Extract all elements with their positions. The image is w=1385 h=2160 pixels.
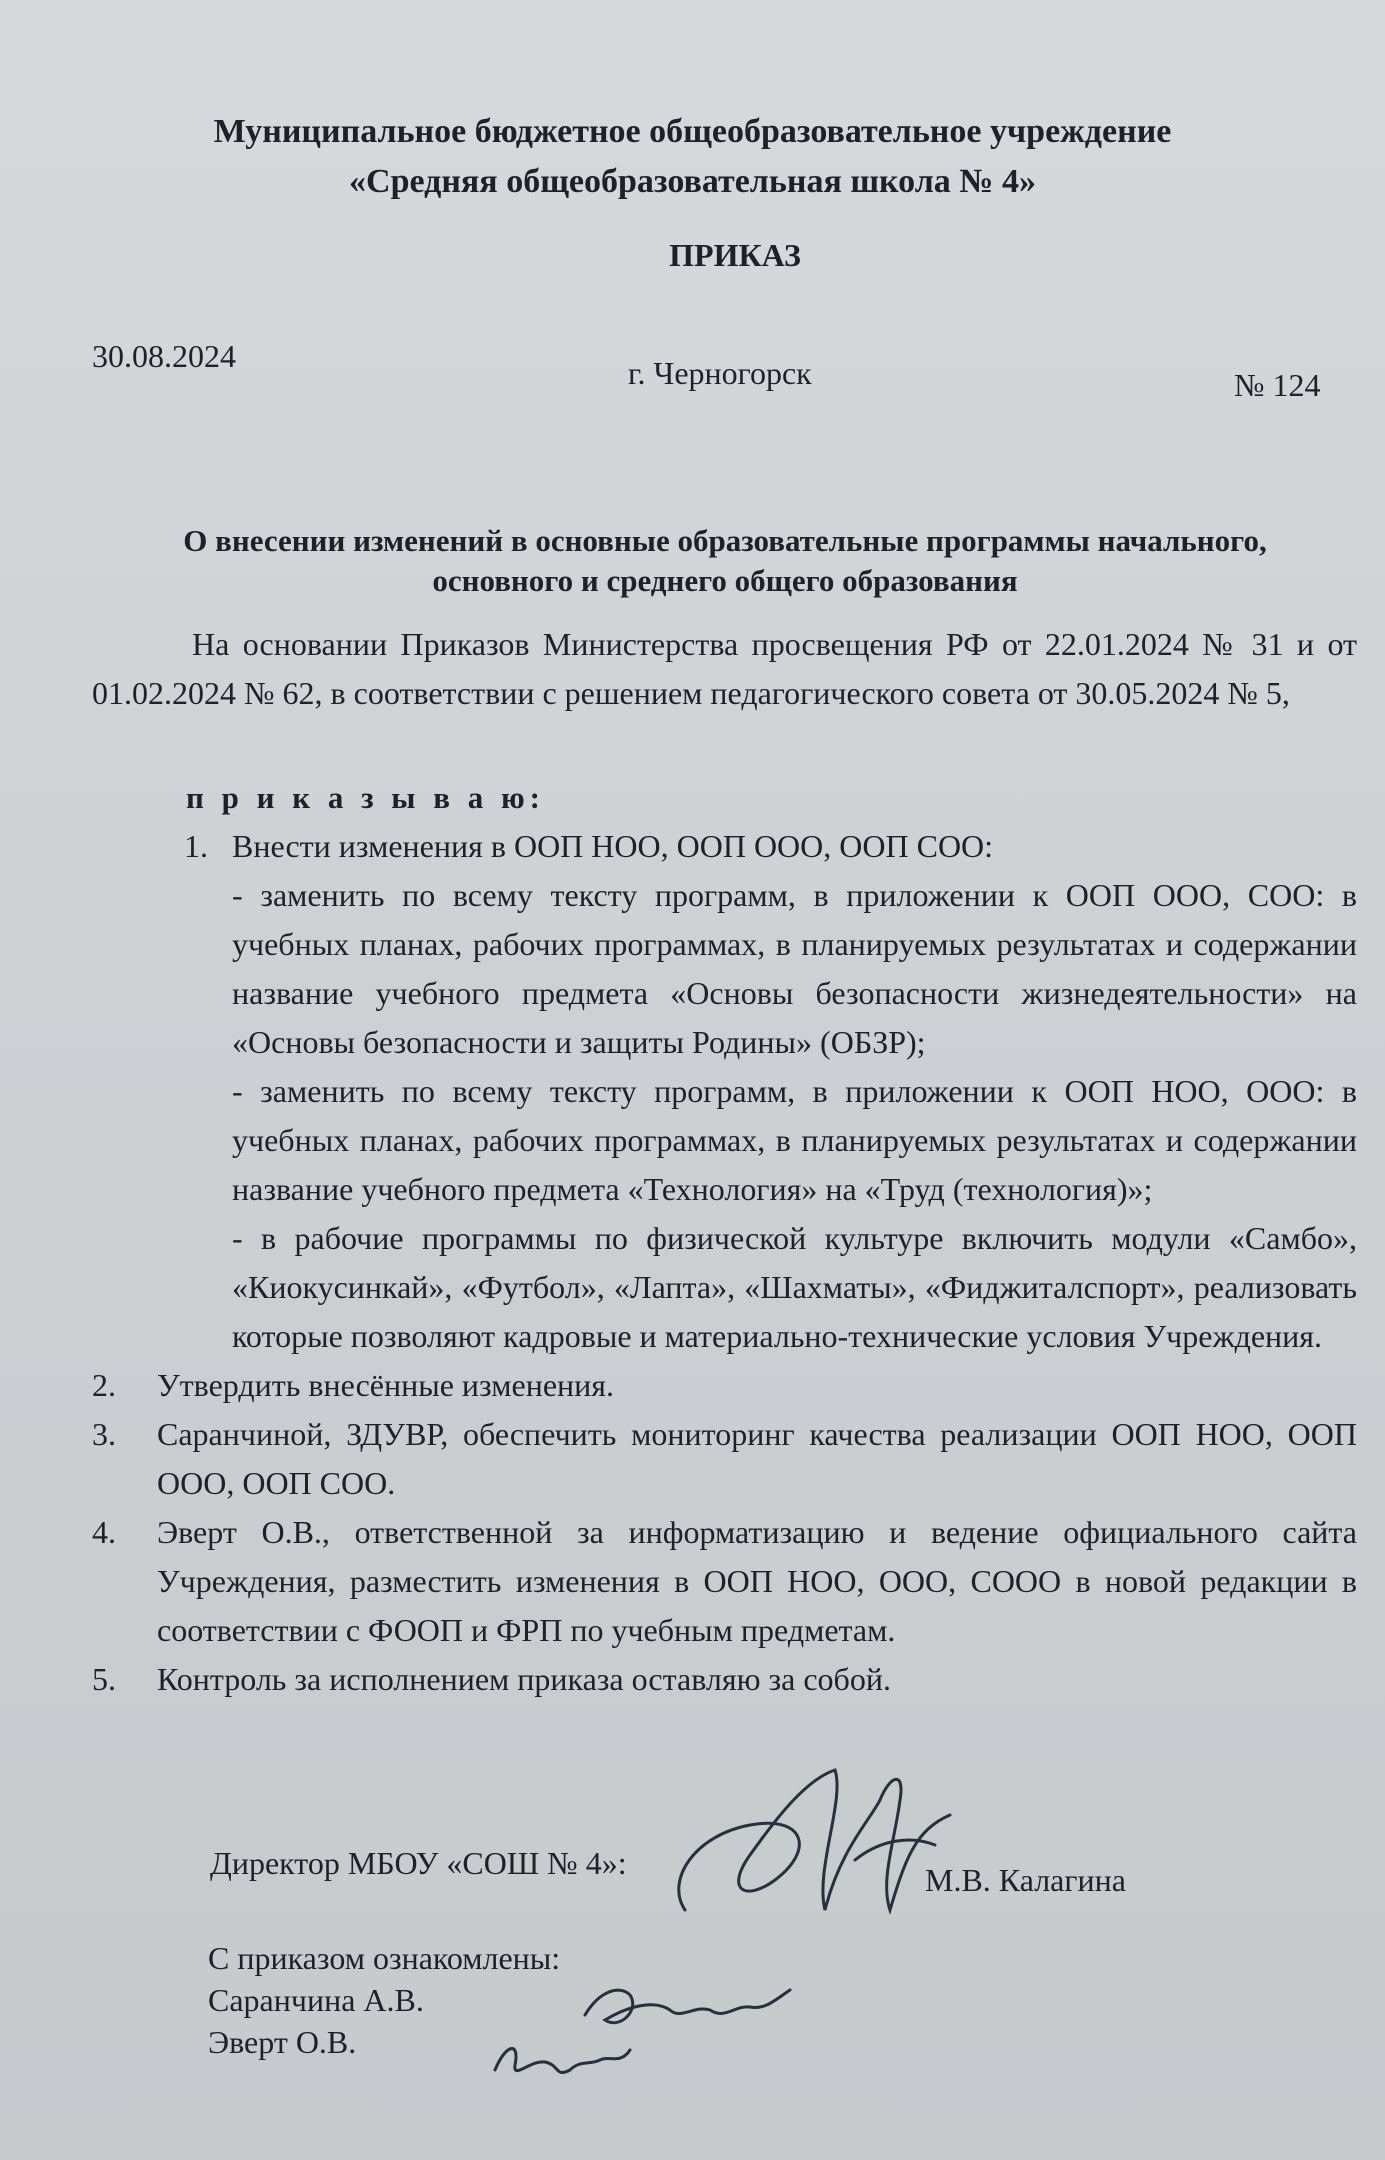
institution-name-line2: «Средняя общеобразовательная школа № 4» (349, 163, 1036, 200)
item-number: 3. (92, 1416, 116, 1452)
item-text: Внести изменения в ООП НОО, ООП ООО, ООП СОО: (232, 828, 994, 864)
order-number: № 124 (1234, 367, 1321, 403)
order-date: 30.08.2024 (92, 338, 236, 374)
institution-name-line1: Муниципальное бюджетное общеобразовательное учреждение (213, 113, 1172, 150)
item-number: 4. (92, 1514, 116, 1550)
item-number: 1. (184, 828, 208, 864)
order-item-5 (92, 1655, 1357, 1704)
preamble-text: На основании Приказов Министерства просвещения РФ от 22.01.2024 № 31 и от 01.02.2024 № 62, в соответствии с решением педагогического совета от 30.05.2024 № 5, (92, 626, 1357, 711)
director-signature-label: Директор МБОУ «СОШ № 4»: (210, 1845, 627, 1881)
item-number: 5. (92, 1661, 116, 1697)
item-number: 2. (92, 1367, 116, 1403)
item-1-sub-1: - заменить по всему тексту программ, в приложении к ООП ООО, СОО: в учебных планах, рабочих программах, в планируемых результатах и содержании название учебного предмета «Основы безопасности жизнедеятельности» на «Основы безопасности и защиты Родины» (ОБЗР); (232, 877, 1357, 1060)
acknowledged-person-1: Саранчина А.В. (208, 1982, 424, 2018)
item-1-sub-3: - в рабочие программы по физической культуре включить модули «Самбо», «Киокусинкай», «Футбол», «Лапта», «Шахматы», «Фиджиталспорт», реализовать которые позволяют кадровые и материально-технические условия Учреждения. (232, 1220, 1357, 1354)
item-text: Контроль за исполнением приказа оставляю за собой. (157, 1661, 891, 1697)
order-item-1 (92, 822, 1357, 871)
order-item-4 (92, 1508, 1357, 1655)
director-signature (665, 1740, 965, 1930)
document-title: ПРИКАЗ (669, 237, 801, 273)
subject-line1: О внесении изменений в основные образовательные программы начального, (183, 523, 1267, 558)
evert-signature (485, 2030, 635, 2090)
item-text: Эверт О.В., ответственной за информатизацию и ведение официального сайта Учреждения, разместить изменения в ООП НОО, ООО, СООО в новой редакции в соответствии с ФООП и ФРП по учебным предметам. (157, 1514, 1357, 1648)
order-items (92, 822, 1357, 1704)
subject-line2: основного и среднего общего образования (432, 563, 1018, 598)
item-text: Саранчиной, ЗДУВР, обеспечить мониторинг качества реализации ООП НОО, ООП ООО, ООП СОО. (157, 1416, 1357, 1501)
preamble (92, 620, 1357, 718)
order-word: п р и к а з ы в а ю: (186, 780, 545, 815)
order-item-2 (92, 1361, 1357, 1410)
order-item-3 (92, 1410, 1357, 1508)
acknowledged-label: С приказом ознакомлены: (208, 1940, 561, 1976)
item-text: Утвердить внесённые изменения. (157, 1367, 614, 1403)
director-name: М.В. Калагина (925, 1862, 1126, 1898)
acknowledged-person-2: Эверт О.В. (208, 2024, 357, 2060)
order-city: г. Черногорск (628, 355, 812, 391)
item-1-sub-2: - заменить по всему тексту программ, в приложении к ООП НОО, ООО: в учебных планах, рабочих программах, в планируемых результатах и содержании название учебного предмета «Технология» на «Труд (технология)»; (232, 1073, 1357, 1207)
